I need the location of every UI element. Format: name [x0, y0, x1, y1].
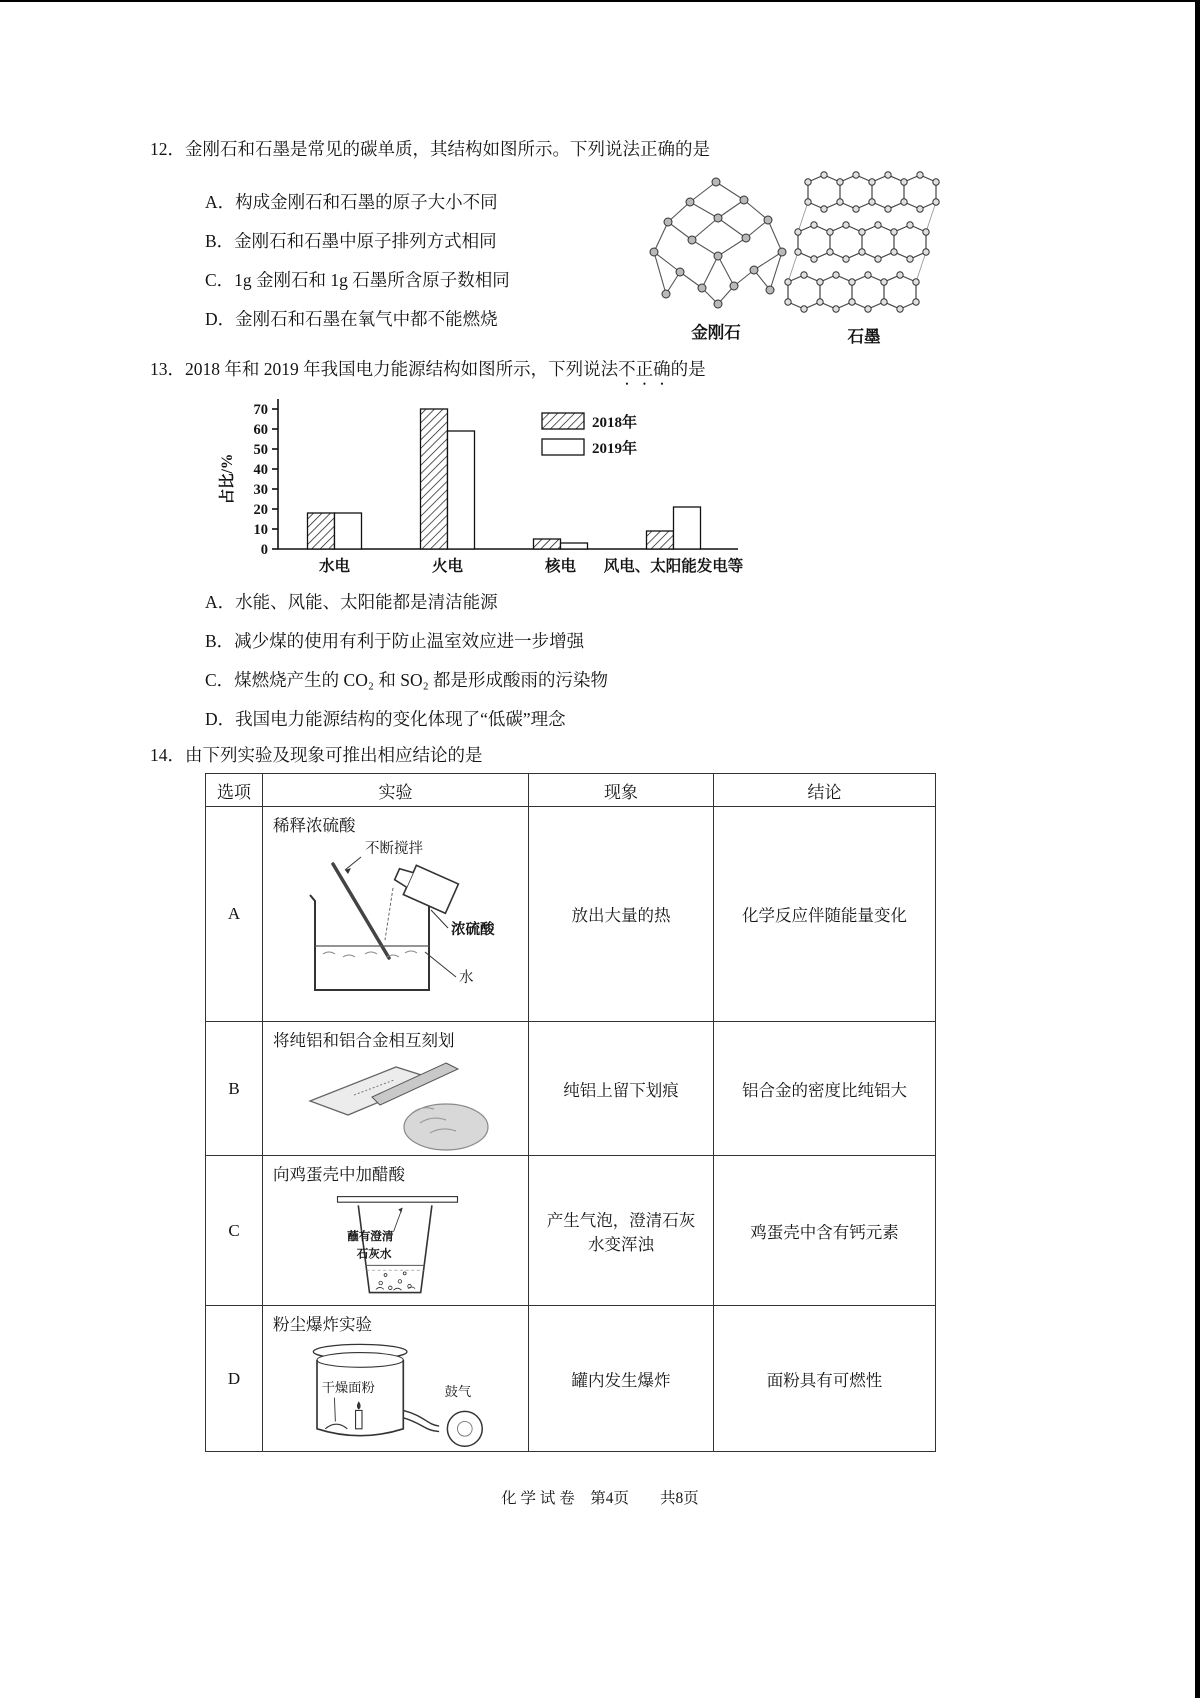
row-d-option: D: [206, 1306, 263, 1452]
svg-text:20: 20: [253, 502, 268, 518]
header-option: 选项: [206, 774, 263, 807]
scan-edge-right: [1195, 0, 1200, 1698]
row-a-experiment-title: 稀释浓硫酸: [273, 816, 356, 835]
acid-bottle: [390, 860, 458, 914]
table-row-c: [206, 1156, 936, 1306]
row-c-experiment: [263, 1156, 529, 1306]
flame: [357, 1401, 361, 1409]
question-13-options: [205, 582, 608, 738]
air-tube: [403, 1410, 439, 1431]
svg-text:50: 50: [253, 442, 268, 458]
page-footer: 化 学 试 卷 第4页 共8页: [501, 1490, 699, 1507]
water-label: 水: [458, 970, 473, 986]
flour-label: 干燥面粉: [321, 1380, 375, 1396]
scan-edge-top: [0, 0, 1200, 2]
row-b-experiment-title: 将纯铝和铝合金相互刻划: [273, 1031, 455, 1050]
question-14-stem: 14．由下列实验及现象可推出相应结论的是: [150, 745, 483, 765]
row-c-conclusion: 鸡蛋壳中含有钙元素: [714, 1156, 936, 1306]
header-experiment: 实验: [263, 774, 529, 807]
option-13-c: C．煤燃烧产生的 CO₂ 和 SO₂ 都是形成酸雨的污染物: [205, 670, 609, 690]
pump-label: 鼓气: [444, 1383, 472, 1399]
svg-text:70: 70: [253, 402, 268, 418]
svg-text:占比/%: 占比/%: [219, 453, 236, 505]
question-13-stem-prefix: 13．2018 年和 2019 年我国电力能源结构如图所示，下列说法: [150, 359, 619, 379]
svg-text:核电: 核电: [544, 558, 577, 575]
air-pump: [447, 1411, 482, 1446]
row-b-phenomenon: 纯铝上留下划痕: [529, 1022, 714, 1156]
row-d-experiment-title: 粉尘爆炸实验: [273, 1315, 372, 1334]
diamond-structure-image: [640, 172, 792, 312]
option-12-a: A．构成金刚石和石墨的原子大小不同: [205, 192, 498, 212]
row-c-experiment-title: 向鸡蛋壳中加醋酸: [273, 1165, 405, 1184]
graphite-figure: [782, 166, 946, 347]
candle: [356, 1410, 362, 1428]
metal-plate: [310, 1067, 434, 1115]
bar-chart: [212, 385, 752, 593]
beaker: [310, 895, 434, 990]
eggshell-pieces: [376, 1287, 415, 1290]
table-row-a: [206, 807, 936, 1022]
row-a-conclusion: 化学反应伴随能量变化: [714, 807, 936, 1022]
table-row-d: [206, 1306, 936, 1452]
hand: [404, 1104, 488, 1150]
bubbles: [379, 1272, 411, 1290]
experiment-table: [205, 773, 936, 1452]
header-phenomenon: 现象: [529, 774, 714, 807]
stirring-rod: [333, 864, 389, 958]
question-13-stem-emphasis: 不正确: [618, 359, 671, 379]
row-b-conclusion: 铝合金的密度比纯铝大: [714, 1022, 936, 1156]
question-13-stem-suffix: 的是: [670, 359, 706, 379]
question-12-options: [205, 182, 510, 338]
energy-structure-chart: [212, 385, 752, 598]
dust-explosion-diagram: [273, 1337, 518, 1449]
graphite-label: 石墨: [847, 327, 881, 346]
carbon-atoms: [650, 178, 786, 308]
table-header-row: [206, 774, 936, 807]
svg-text:10: 10: [253, 522, 268, 538]
row-c-phenomenon: 产生气泡，澄清石灰水变浑浊: [529, 1156, 714, 1306]
row-a-experiment: [263, 807, 529, 1022]
row-d-conclusion: 面粉具有可燃性: [714, 1306, 936, 1452]
row-b-experiment: [263, 1022, 529, 1156]
option-13-d: D．我国电力能源结构的变化体现了“低碳”理念: [205, 709, 566, 729]
svg-text:30: 30: [253, 482, 268, 498]
option-13-b: B．减少煤的使用有利于防止温室效应进一步增强: [205, 631, 585, 651]
glass-plate: [338, 1197, 458, 1203]
option-13-a: A．水能、风能、太阳能都是清洁能源: [205, 592, 498, 612]
scratch-test-diagram: [296, 1053, 496, 1153]
option-12-d: D．金刚石和石墨在氧气中都不能燃烧: [205, 309, 498, 329]
question-12-stem: 12．金刚石和石墨是常见的碳单质，其结构如图所示。下列说法正确的是: [150, 139, 710, 159]
option-12-b: B．金刚石和石墨中原子排列方式相同: [205, 231, 497, 251]
diamond-label: 金刚石: [691, 323, 741, 342]
svg-text:2018年: 2018年: [592, 415, 638, 431]
row-d-experiment: [263, 1306, 529, 1452]
svg-text:2019年: 2019年: [592, 441, 638, 457]
limewater-label-line1: 蘸有澄清: [347, 1229, 394, 1243]
graphite-structure-image: [782, 166, 946, 316]
acid-label: 浓硫酸: [450, 922, 494, 938]
header-conclusion: 结论: [714, 774, 936, 807]
svg-text:火电: 火电: [431, 558, 464, 575]
row-c-option: C: [206, 1156, 263, 1306]
row-d-phenomenon: 罐内发生爆炸: [529, 1306, 714, 1452]
row-a-phenomenon: 放出大量的热: [529, 807, 714, 1022]
svg-text:风电、太阳能发电等: 风电、太阳能发电等: [603, 558, 744, 575]
table-row-b: [206, 1022, 936, 1156]
svg-text:40: 40: [253, 462, 268, 478]
flour-pile: [325, 1424, 347, 1429]
option-12-c: C．1g 金刚石和 1g 石墨所含原子数相同: [205, 270, 510, 290]
row-b-option: B: [206, 1022, 263, 1156]
svg-text:水电: 水电: [318, 558, 351, 575]
acid-dilution-diagram: [277, 838, 515, 1006]
eggshell-acid-diagram: [293, 1187, 498, 1303]
diamond-figure: [640, 172, 792, 343]
acid-stream: [385, 888, 393, 940]
svg-text:0: 0: [260, 542, 268, 558]
stir-label: 不断搅拌: [364, 841, 423, 857]
row-a-option: A: [206, 807, 263, 1022]
svg-text:60: 60: [253, 422, 268, 438]
limewater-label-line2: 石灰水: [356, 1247, 392, 1261]
